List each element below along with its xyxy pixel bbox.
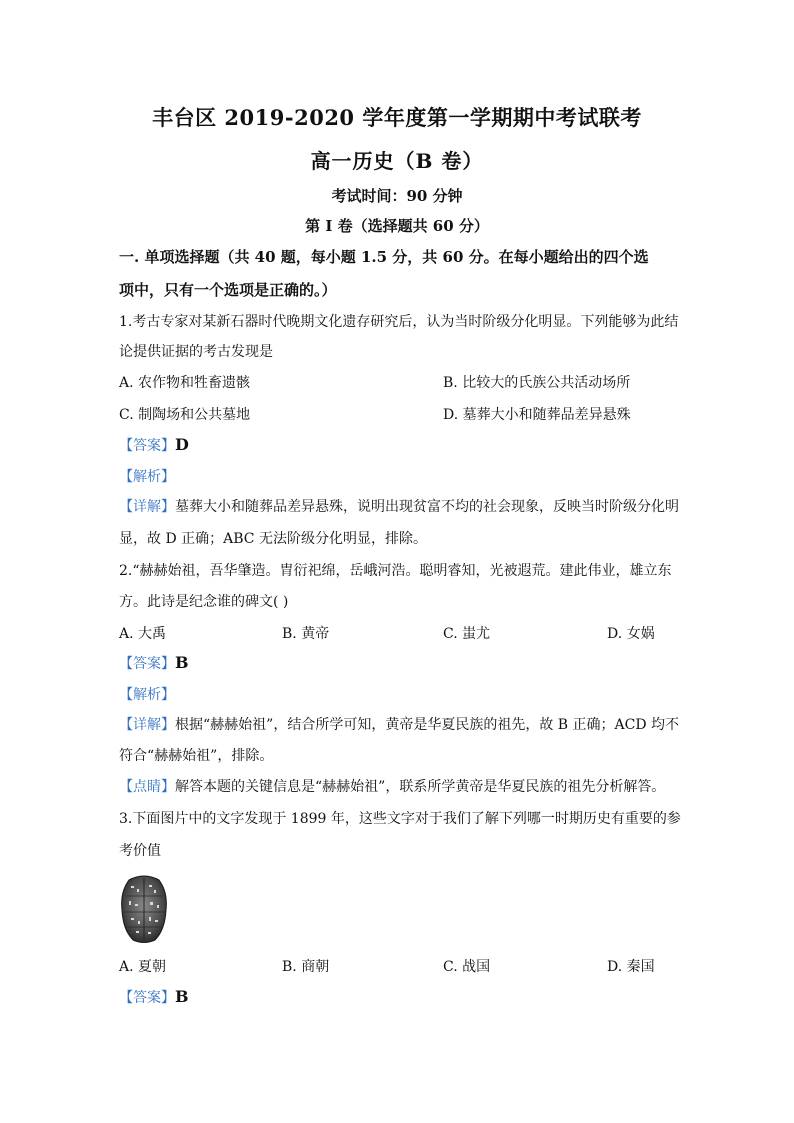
q1-analysis-label: 【解析】 <box>119 469 175 485</box>
q1-option-c: C. 制陶场和公共墓地 <box>119 407 251 423</box>
q2-detail-line1 <box>119 715 679 735</box>
q2-stem-line2: 方。此诗是纪念谁的碑文( ) <box>119 594 289 610</box>
answer-label: 【答案】 <box>119 438 175 454</box>
q2-detail-line2: 符合“赫赫始祖”，排除。 <box>119 748 274 764</box>
section-heading-line1: 一. 单项选择题（共 40 题，每小题 1.5 分，共 60 分。在每小题给出的四个选 <box>119 248 649 266</box>
q1-detail-text: 墓葬大小和随葬品差异悬殊，说明出现贫富不均的社会现象，反映当时阶级分化明 <box>175 499 679 515</box>
q2-tip <box>119 777 665 797</box>
exam-time: 考试时间：90 分钟 <box>331 187 463 205</box>
q1-option-b: B. 比较大的氏族公共活动场所 <box>443 375 631 391</box>
q3-stem-line1: 3.下面图片中的文字发现于 1899 年，这些文字对于我们了解下列哪一时期历史有重要的参 <box>119 811 681 827</box>
answer-label: 【答案】 <box>119 656 175 672</box>
q2-answer <box>119 653 189 673</box>
q3-stem-line2: 考价值 <box>119 843 161 859</box>
oracle-bone-image <box>119 872 169 944</box>
q1-detail-line2: 显，故 D 正确；ABC 无法阶级分化明显，排除。 <box>119 531 427 547</box>
document-subtitle: 高一历史（B 卷） <box>310 149 484 173</box>
document-title: 丰台区 2019-2020 学年度第一学期期中考试联考 <box>152 105 642 130</box>
q1-option-d: D. 墓葬大小和随葬品差异悬殊 <box>443 407 631 423</box>
detail-label: 【详解】 <box>119 717 175 733</box>
q3-answer-value: B <box>175 987 189 1006</box>
q1-detail-line1 <box>119 497 679 517</box>
q2-tip-text: 解答本题的关键信息是“赫赫始祖”，联系所学黄帝是华夏民族的祖先分析解答。 <box>175 779 666 795</box>
section-heading-line2: 项中，只有一个选项是正确的。） <box>119 281 337 299</box>
q2-option-a: A. 大禹 <box>119 626 167 642</box>
q2-option-b: B. 黄帝 <box>282 626 330 642</box>
tip-label: 【点睛】 <box>119 779 175 795</box>
q1-answer-value: D <box>175 435 189 454</box>
q3-option-d: D. 秦国 <box>607 959 655 975</box>
q2-option-d: D. 女娲 <box>607 626 655 642</box>
q2-analysis-label: 【解析】 <box>119 687 175 703</box>
q1-option-a: A. 农作物和牲畜遗骸 <box>119 375 251 391</box>
q3-answer <box>119 987 189 1007</box>
q3-option-c: C. 战国 <box>443 959 491 975</box>
q1-answer <box>119 435 189 455</box>
q3-option-a: A. 夏朝 <box>119 959 167 975</box>
q3-option-b: B. 商朝 <box>282 959 330 975</box>
answer-label: 【答案】 <box>119 990 175 1006</box>
detail-label: 【详解】 <box>119 499 175 515</box>
q2-answer-value: B <box>175 653 189 672</box>
q2-detail-text: 根据“赫赫始祖”，结合所学可知，黄帝是华夏民族的祖先，故 B 正确；ACD 均不 <box>175 717 679 733</box>
q1-stem-line1: 1.考古专家对某新石器时代晚期文化遗存研究后，认为当时阶级分化明显。下列能够为此结 <box>119 314 679 330</box>
q2-stem-line1: 2.“赫赫始祖，吾华肇造。胄衍祀绵，岳峨河浩。聪明睿知，光被遐荒。建此伟业，雄立东 <box>119 563 672 579</box>
q2-option-c: C. 蚩尤 <box>443 626 491 642</box>
volume-heading: 第 I 卷（选择题共 60 分） <box>305 217 489 235</box>
q1-stem-line2: 论提供证据的考古发现是 <box>119 344 273 360</box>
